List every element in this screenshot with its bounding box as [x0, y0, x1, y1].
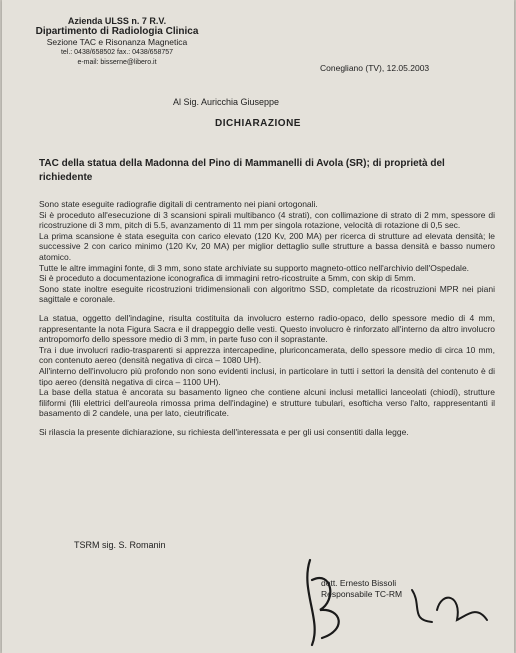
body-paragraph: La prima scansione è stata eseguita con carico elevato (120 Kv, 200 MA) per ricerca di strutture ad elevata densità; le successive 2 con carico minimo (120 Kv, 20 MA) per miglior dettaglio sulle strutture a bassa densità e basso numero atomico.	[39, 230, 495, 262]
letterhead-dept: Dipartimento di Radiologia Clinica	[35, 25, 199, 37]
body-paragraph: Si è proceduto a documentazione iconografica di immagini retro-ricostruite a 5mm, con skip di 5mm.	[39, 273, 416, 284]
document-title: DICHIARAZIONE	[215, 118, 301, 129]
body-paragraph: Sono state eseguite radiografie digitali di centramento nei piani ortogonali.	[39, 199, 318, 209]
letterhead-section: Sezione TAC e Risonanza Magnetica	[46, 37, 188, 47]
body-paragraph: Si rilascia la presente dichiarazione, su richiesta dell'interessata e per gli usi consentiti dalla legge.	[39, 426, 409, 437]
paragraph-gap	[39, 419, 495, 427]
place-date: Conegliano (TV), 12.05.2003	[320, 63, 430, 73]
body-paragraph: La base della statua è ancorata su basamento ligneo che contiene alcuni inclusi metallici lanceolati (chiodi), strutture filiformi (fili elettrici dell'aureola rimossa prima dell'indagine) e strutture tubulari, esofticha verso l'alto, rappresentanti il basamento di 2 candele, una per lato, cieutrificate.	[39, 387, 495, 419]
doctor-signature-block	[321, 578, 402, 600]
body-paragraph: Tutte le altre immagini fonte, di 3 mm, sono state archiviate su supporto magneto-ottico nell'archivio dell'Ospedale.	[39, 262, 470, 273]
document-body	[39, 199, 495, 437]
letterhead-org: Azienda ULSS n. 7 R.V.	[67, 16, 167, 26]
letterhead-phone: tel.: 0438/658502 fax.: 0438/658757	[60, 48, 174, 56]
document-page	[2, 0, 514, 653]
recipient: Al Sig. Auricchia Giuseppe	[173, 97, 280, 107]
letterhead	[2, 16, 232, 69]
body-paragraph: Si è proceduto all'esecuzione di 3 scansioni spirali multibanco (4 strati), con collimazione di strato di 2 mm, spessore di ricostruzione di 3 mm, pitch di 5.5, avanzamento di 11 mm per singola rotazione, velocità di rotazione di 0,5 sec.	[39, 209, 495, 231]
doctor-name: dott. Ernesto Bissoli	[321, 578, 397, 588]
body-paragraph: Sono state inoltre eseguite ricostruzioni tridimensionali con algoritmo SSD, completate da ricostruzioni MPR nei piani sagittale e coronale.	[39, 283, 495, 305]
body-paragraph: La statua, oggetto dell'indagine, risulta costituita da involucro esterno radio-opaco, dello spessore medio di 4 mm, rappresentante la nota Figura Sacra e il drappeggio delle vesti. Questo involucro è rinforzato all'interno da altro involucro antropomorfo dello spessore medio di 3 mm, in parte fuso con il soprastante.	[39, 312, 495, 345]
handwritten-signature	[292, 550, 492, 650]
body-paragraph: Tra i due involucri radio-trasparenti si apprezza intercapedine, pluriconcamerata, dello spessore medio di circa 10 mm, con contenuto aereo (densità negativa di circa – 1080 UH).	[39, 344, 495, 366]
doctor-role: Responsabile TC-RM	[321, 589, 403, 599]
paragraph-gap	[39, 305, 495, 313]
document-subject: TAC della statua della Madonna del Pino di Mammanelli di Avola (SR); di proprietà del richiedente	[39, 158, 445, 183]
body-paragraph: All'interno dell'involucro più profondo non sono evidenti inclusi, in particolare in tutti i settori la densità del contenuto è di tipo aereo (densità negativa di circa – 1100 UH).	[39, 365, 495, 387]
letterhead-email: e-mail: bisserne@libero.it	[77, 59, 157, 66]
technician-name: TSRM sig. S. Romanin	[74, 540, 166, 550]
